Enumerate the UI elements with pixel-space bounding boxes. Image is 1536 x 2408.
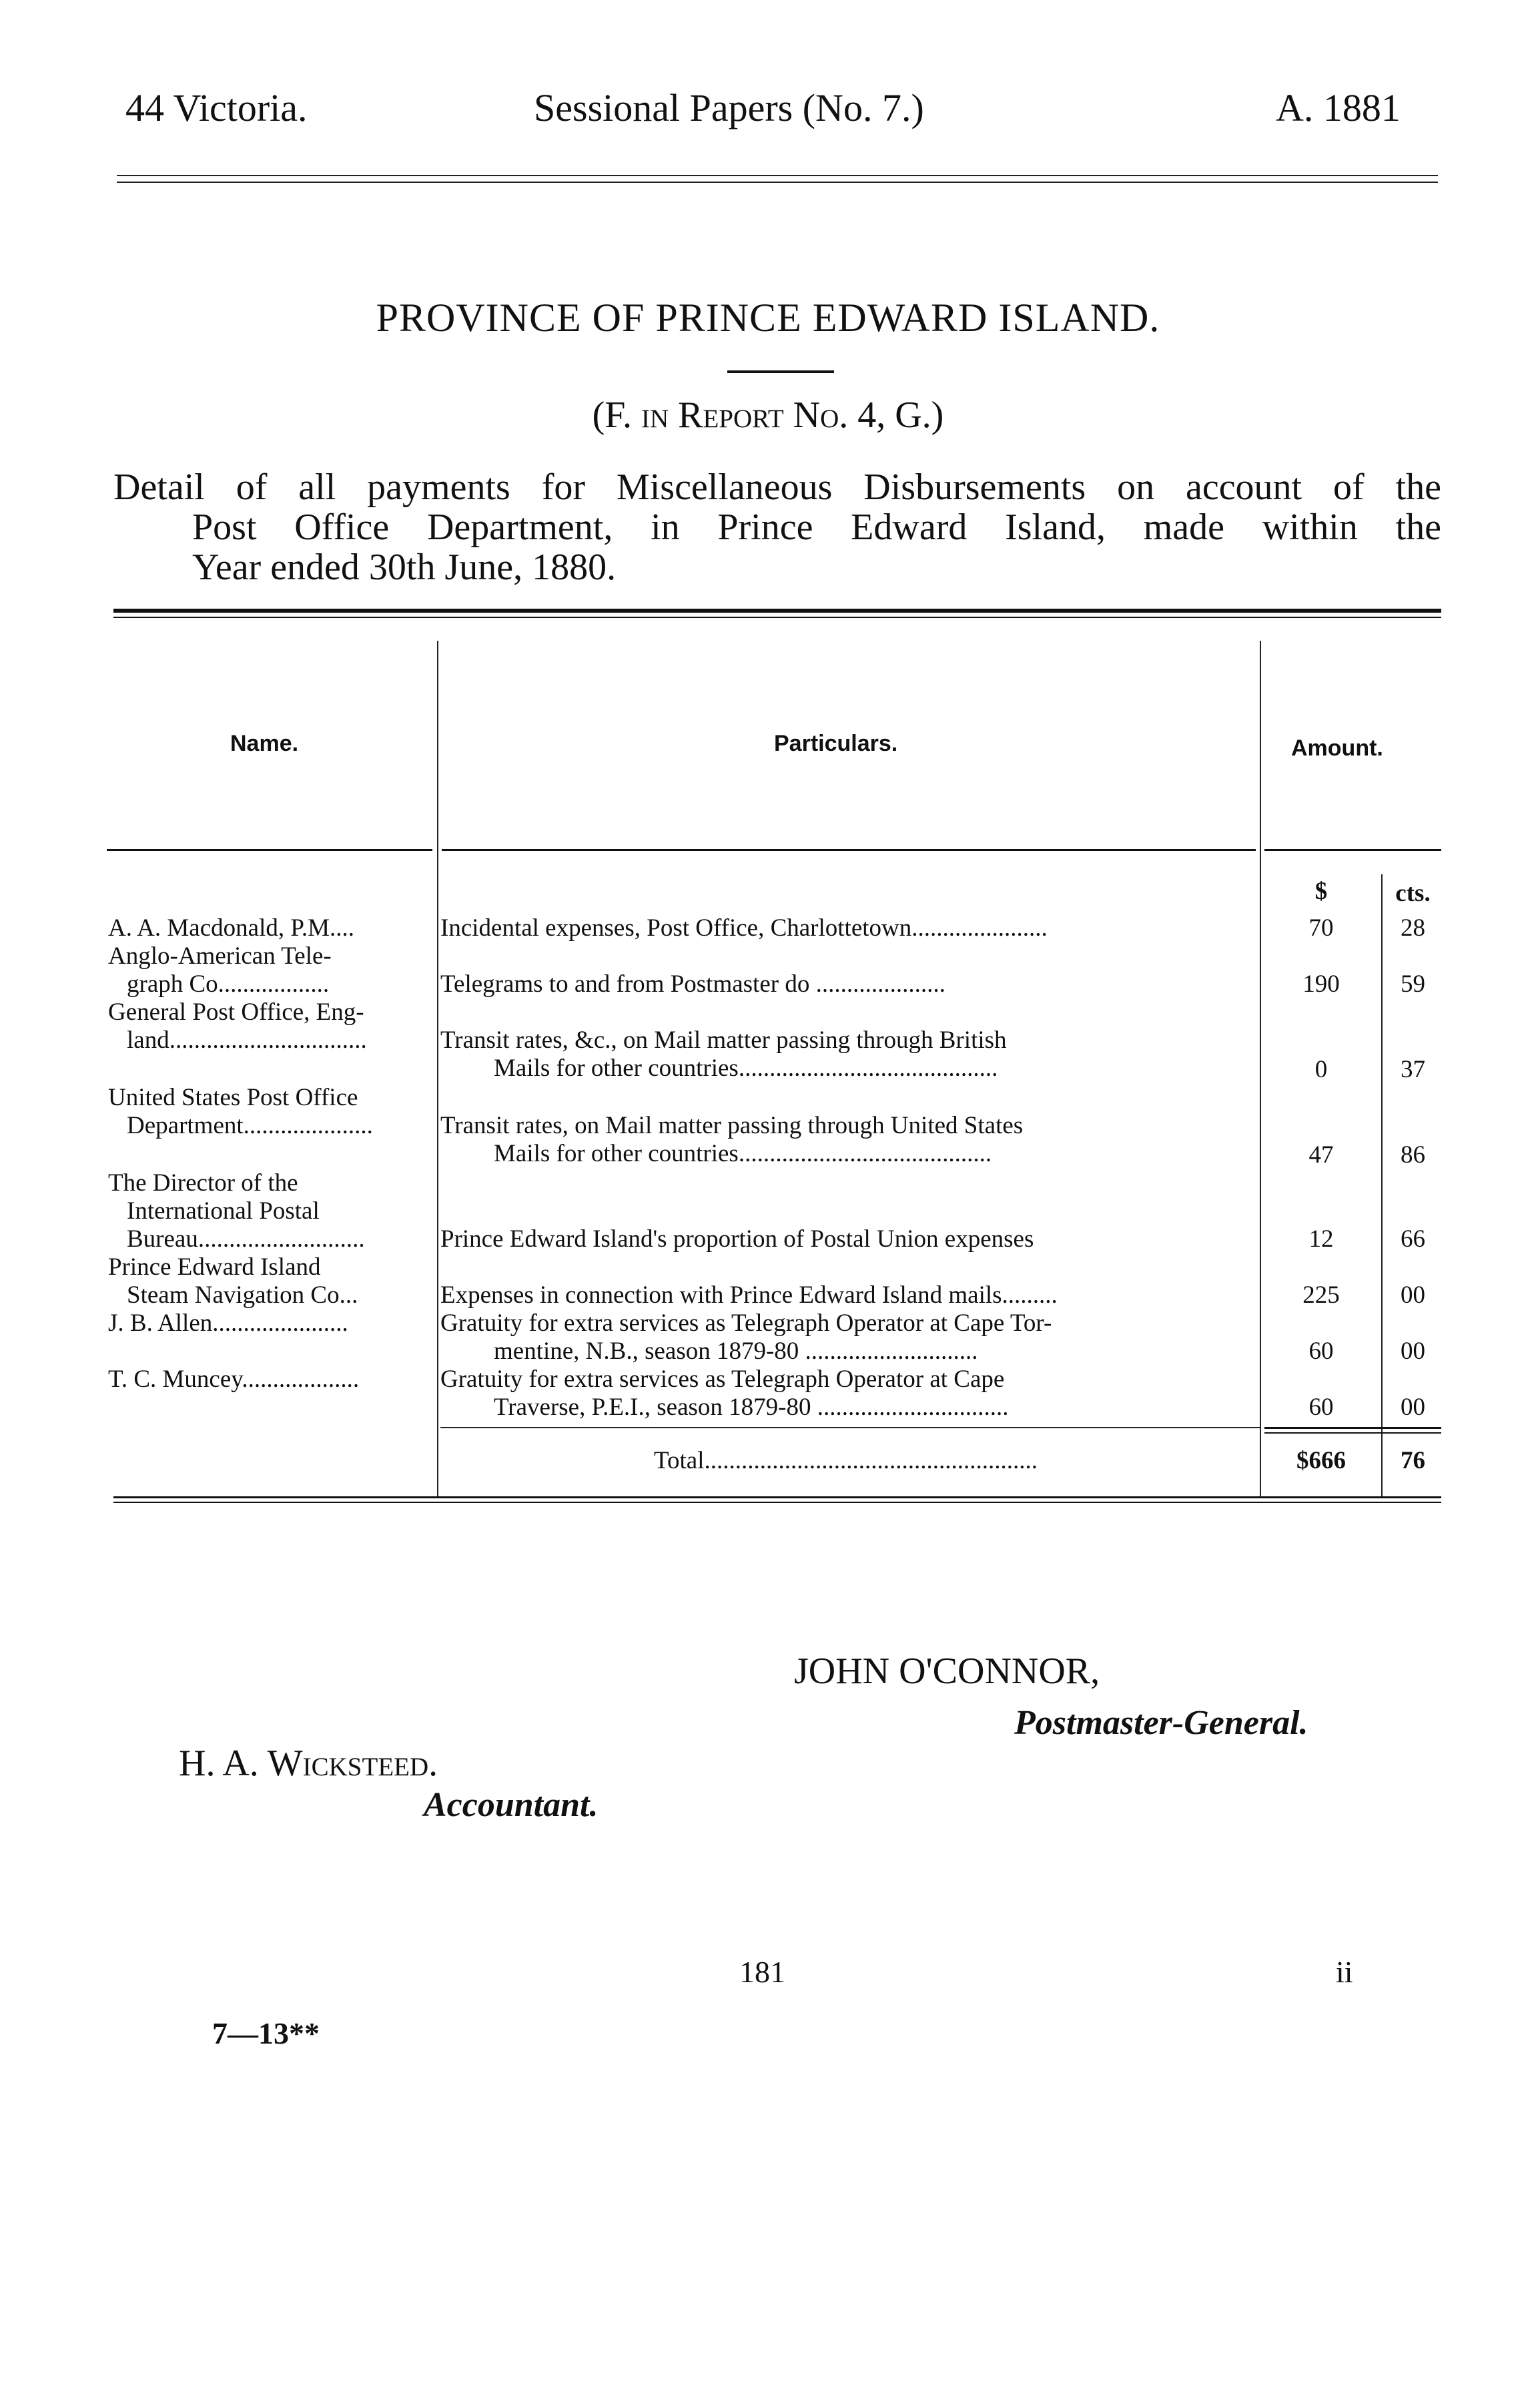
title-divider — [727, 370, 834, 373]
accountant-name: H. A. Wicksteed. — [179, 1743, 438, 1784]
accountant-title: Accountant. — [424, 1786, 599, 1824]
table-row-particulars: Transit rates, on Mail matter passing through United States Mails for other countries......................................... — [440, 1112, 1024, 1167]
table-bottom-rule — [113, 1496, 1441, 1498]
table-row-dollars: 60 — [1308, 1337, 1334, 1365]
table-row-dollars: 0 — [1314, 1056, 1328, 1083]
table-row-dollars: 225 — [1302, 1281, 1340, 1309]
page-number: 181 — [739, 1955, 785, 1989]
header-name: Name. — [230, 731, 299, 756]
total-rule-particulars — [440, 1427, 1260, 1428]
table-row-name: United States Post Office Department..................... — [108, 1084, 373, 1139]
table-row-cents: 00 — [1401, 1281, 1425, 1309]
table-row-dollars: 47 — [1308, 1141, 1334, 1169]
table-row-name: Steam Navigation Co... — [127, 1281, 358, 1309]
header-amount: Amount. — [1291, 735, 1383, 761]
table-row-dollars: 12 — [1308, 1225, 1334, 1253]
running-header-left: 44 Victoria. — [125, 86, 308, 129]
table-row-name: General Post Office, Eng- land................................ — [108, 998, 367, 1054]
roman-page: ii — [1336, 1955, 1353, 1989]
signatory-name: JOHN O'CONNOR, — [794, 1650, 1100, 1692]
table-row-cents: 66 — [1401, 1225, 1425, 1253]
cents-unit: cts. — [1395, 880, 1431, 907]
detail-line-1: Detail of all payments for Miscellaneous Disbursements on account of the — [113, 467, 1441, 508]
table-row-particulars: Incidental expenses, Post Office, Charlottetown...................... — [440, 914, 1048, 942]
table-row-name: The Director of the International Postal Bureau........................... Prince Edward Island — [108, 1169, 365, 1281]
table-row-name: T. C. Muncey................... — [108, 1366, 360, 1393]
printer-code: 7—13** — [212, 2016, 320, 2050]
table-row-name: A. A. Macdonald, P.M.... — [108, 914, 354, 942]
table-row-particulars: Transit rates, &c., on Mail matter passing through British Mails for other countries.......................................... — [440, 1026, 1007, 1082]
detail-paragraph — [113, 467, 1441, 587]
header-separator-particulars — [442, 849, 1256, 851]
total-dollars: $666 — [1296, 1447, 1346, 1474]
table-row-particulars: Gratuity for extra services as Telegraph Operator at Cape Traverse, P.E.I., season 1879-80 ............................... — [440, 1366, 1009, 1421]
header-particulars: Particulars. — [774, 731, 898, 756]
column-divider-name — [437, 641, 438, 1498]
running-header-right: A. 1881 — [1276, 86, 1401, 129]
table-row-cents: 00 — [1401, 1394, 1425, 1421]
signatory-title: Postmaster-General. — [1014, 1704, 1308, 1742]
table-row-dollars: 70 — [1308, 914, 1334, 942]
detail-line-2: Post Office Department, in Prince Edward Island, made within the — [192, 507, 1441, 548]
detail-line-3: Year ended 30th June, 1880. — [192, 547, 617, 588]
table-row-dollars: 60 — [1308, 1394, 1334, 1421]
table-row-name: J. B. Allen...................... — [108, 1309, 348, 1337]
document-title: PROVINCE OF PRINCE EDWARD ISLAND. — [376, 296, 1160, 340]
header-rule — [117, 175, 1438, 176]
total-label: Total...................................................... — [654, 1447, 1038, 1474]
table-row-particulars: Prince Edward Island's proportion of Postal Union expenses — [440, 1225, 1034, 1253]
table-row-cents: 59 — [1401, 970, 1425, 998]
column-divider-cents — [1381, 874, 1383, 1498]
table-top-rule-2 — [113, 617, 1441, 618]
table-row-cents: 28 — [1401, 914, 1425, 942]
document-subtitle: (F. in Report No. 4, G.) — [592, 394, 944, 436]
header-separator-amount — [1264, 849, 1441, 851]
total-rule-amount — [1264, 1427, 1441, 1429]
table-row-name: Anglo-American Tele- graph Co.................. — [108, 942, 332, 998]
total-cents: 76 — [1401, 1447, 1425, 1474]
table-row-cents: 37 — [1401, 1056, 1425, 1083]
table-top-rule — [113, 609, 1441, 613]
header-rule-2 — [117, 182, 1438, 183]
table-row-particulars: Gratuity for extra services as Telegraph Operator at Cape Tor- mentine, N.B., season 1879-80 ............................ — [440, 1309, 1052, 1365]
table-row-particulars: Telegrams to and from Postmaster do ..................... — [440, 970, 945, 998]
table-row-cents: 86 — [1401, 1141, 1425, 1169]
table-row-cents: 00 — [1401, 1337, 1425, 1365]
running-header-center: Sessional Papers (No. 7.) — [534, 86, 924, 129]
table-row-dollars: 190 — [1302, 970, 1340, 998]
column-divider-particulars — [1260, 641, 1261, 1498]
table-row-particulars: Expenses in connection with Prince Edward Island mails......... — [440, 1281, 1058, 1309]
table-bottom-rule-2 — [113, 1502, 1441, 1503]
total-rule-amount-2 — [1264, 1432, 1441, 1434]
dollar-unit: $ — [1314, 878, 1328, 905]
header-separator-name — [107, 849, 432, 851]
